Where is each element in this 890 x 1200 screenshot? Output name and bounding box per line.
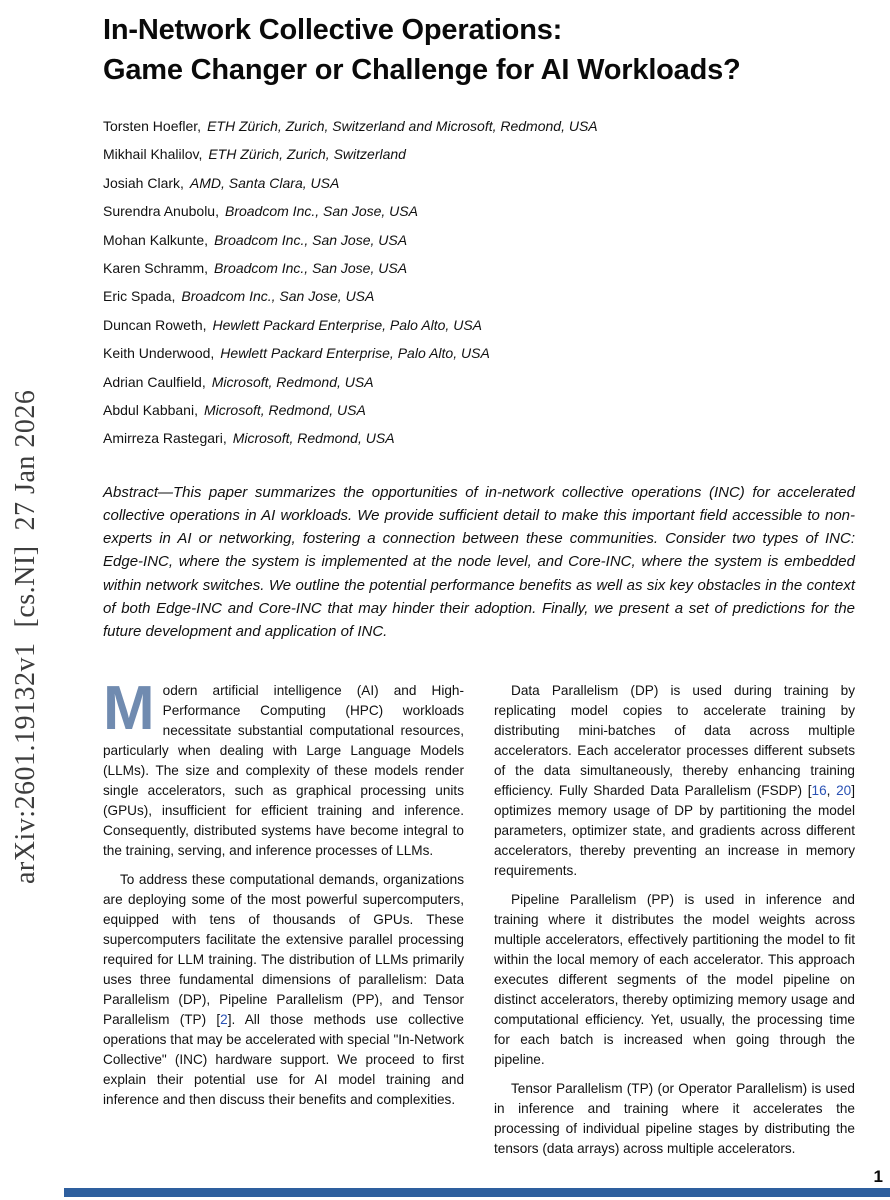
author-row (103, 140, 855, 168)
author-affiliation: AMD, Santa Clara, USA (189, 174, 340, 191)
text-segment: Tensor Parallelism (TP) (or Operator Parallelism) is used in inference and training where it accelerates the processing of individual pipeline stages by distributing the tensors (data arrays) across multiple accelerators. (494, 1081, 855, 1157)
author-name: Josiah Clark, (103, 174, 184, 191)
author-row (103, 197, 855, 225)
citation-link[interactable]: 2 (220, 1012, 228, 1028)
text-segment: Data Parallelism (DP) is used during training by replicating model copies to accelerate training by distributing mini-batches of data across multiple accelerators. Each accelerator processes different subsets of the data simultaneously, thereby enhancing training efficiency. Fully Sharded Data Parallelism (FSDP) [ (494, 683, 855, 799)
author-name: Torsten Hoefler, (103, 118, 202, 134)
paper-title (103, 10, 855, 90)
paragraph (103, 870, 464, 1110)
abstract: Abstract—This paper summarizes the opportunities of in-network collective operations (INC) for accelerated collective operations in AI workloads. We provide sufficient detail to make this important field accessible to non-experts in AI or networking, fostering a connection between these communities. Consider two types of INC: Edge-INC, where the system is implemented at the node level, and Core-INC, where the system is embedded within network switches. We outline the potential performance benefits as well as six key obstacles in the context of both Edge-INC and Core-INC that may hinder their adoption. Finally, we present a set of predictions for the future development and application of INC. (103, 483, 855, 640)
arxiv-stamp: arXiv:2601.19132v1 [cs.NI] 27 Jan 2026 (10, 389, 41, 884)
drop-cap: M (103, 674, 155, 744)
author-name: Surendra Anubolu, (103, 203, 219, 220)
body-columns (103, 674, 855, 1168)
footer-bar (64, 1188, 890, 1197)
author-affiliation: Hewlett Packard Enterprise, Palo Alto, USA (212, 316, 483, 333)
author-name: Amirreza Rastegari, (103, 430, 227, 447)
author-affiliation: Hewlett Packard Enterprise, Palo Alto, USA (220, 345, 490, 362)
author-affiliation: Broadcom Inc., San Jose, USA (214, 259, 408, 276)
author-list (103, 112, 855, 453)
text-segment: , (826, 783, 837, 799)
author-row (103, 282, 855, 310)
paper-title-line2: Game Changer or Challenge for AI Workloads? (103, 54, 741, 86)
citation-link[interactable]: 16 (811, 783, 827, 799)
text-segment: To address these computational demands, organizations are deploying some of the most powerful supercomputers, equipped with tens of thousands of GPUs. These supercomputers facilitate the extensive parallel processing required for LLM training. The distribution of LLMs primarily uses three fundamental dimensions of parallelism: Data Parallelism (DP), Pipeline Parallelism (PP), and Tensor Parallelism (TP) [ (103, 872, 464, 1028)
left-column (103, 674, 464, 1168)
text-segment: odern artificial intelligence (AI) and High-Performance Computing (HPC) workloads necessitate substantial computational resources, particularly when dealing with Large Language Models (LLMs). The size and complexity of these models render single accelerators, such as graphical processing units (GPUs), insufficient for efficient training and inference. Consequently, distributed systems have become integral to the training, serving, and inference processes of LLMs. (103, 683, 464, 859)
author-name: Eric Spada, (103, 288, 176, 305)
author-row (103, 169, 855, 197)
author-name: Adrian Caulfield, (103, 373, 206, 390)
text-segment: ] optimizes memory usage of DP by partitioning the model parameters, optimizer state, and gradients across different accelerators, thereby preventing an increase in memory requirements. (494, 783, 855, 879)
author-name: Duncan Roweth, (103, 316, 207, 333)
paragraph-intro (103, 674, 464, 861)
author-name: Mohan Kalkunte, (103, 231, 209, 248)
author-affiliation: Microsoft, Redmond, USA (211, 373, 374, 390)
author-row (103, 254, 855, 282)
author-affiliation: Microsoft, Redmond, USA (203, 401, 366, 418)
author-name: Keith Underwood, (103, 345, 215, 362)
author-name: Mikhail Khalilov, (103, 146, 203, 163)
text-segment: ]. All those methods use collective operations that may be accelerated with special "In-Network Collective" (INC) hardware support. We proceed to first explain their potential use for AI model training and inference and then discuss their benefits and complexities. (103, 1012, 464, 1108)
paragraph (494, 681, 855, 881)
paper-content (103, 0, 855, 1168)
author-row (103, 112, 855, 140)
author-name: Karen Schramm, (103, 259, 209, 276)
author-row (103, 339, 855, 367)
author-affiliation: Broadcom Inc., San Jose, USA (181, 288, 375, 305)
author-row (103, 226, 855, 254)
author-row (103, 368, 855, 396)
page-number: 1 (873, 1167, 883, 1186)
author-affiliation: Broadcom Inc., San Jose, USA (224, 203, 418, 220)
right-column (494, 681, 855, 1168)
author-row (103, 424, 855, 452)
paragraph (494, 890, 855, 1070)
paper-title-line1: In-Network Collective Operations: (103, 14, 563, 46)
text-segment: Pipeline Parallelism (PP) is used in inference and training where it distributes the model weights across multiple accelerators, effectively partitioning the model to fit within the local memory of each accelerator. This approach executes different segments of the model pipeline on distinct accelerators, thereby optimizing memory usage and computational efficiency. Yet, usually, the processing time for each batch is increased when going through the pipeline. (494, 892, 855, 1068)
paragraph (494, 1079, 855, 1159)
author-name: Abdul Kabbani, (103, 401, 198, 418)
author-affiliation: Broadcom Inc., San Jose, USA (214, 231, 408, 248)
author-row (103, 396, 855, 424)
citation-link[interactable]: 20 (836, 783, 852, 799)
author-affiliation: ETH Zürich, Zurich, Switzerland and Microsoft, Redmond, USA (207, 118, 598, 134)
author-affiliation: Microsoft, Redmond, USA (232, 430, 395, 447)
author-row (103, 311, 855, 339)
author-affiliation: ETH Zürich, Zurich, Switzerland (208, 146, 406, 163)
